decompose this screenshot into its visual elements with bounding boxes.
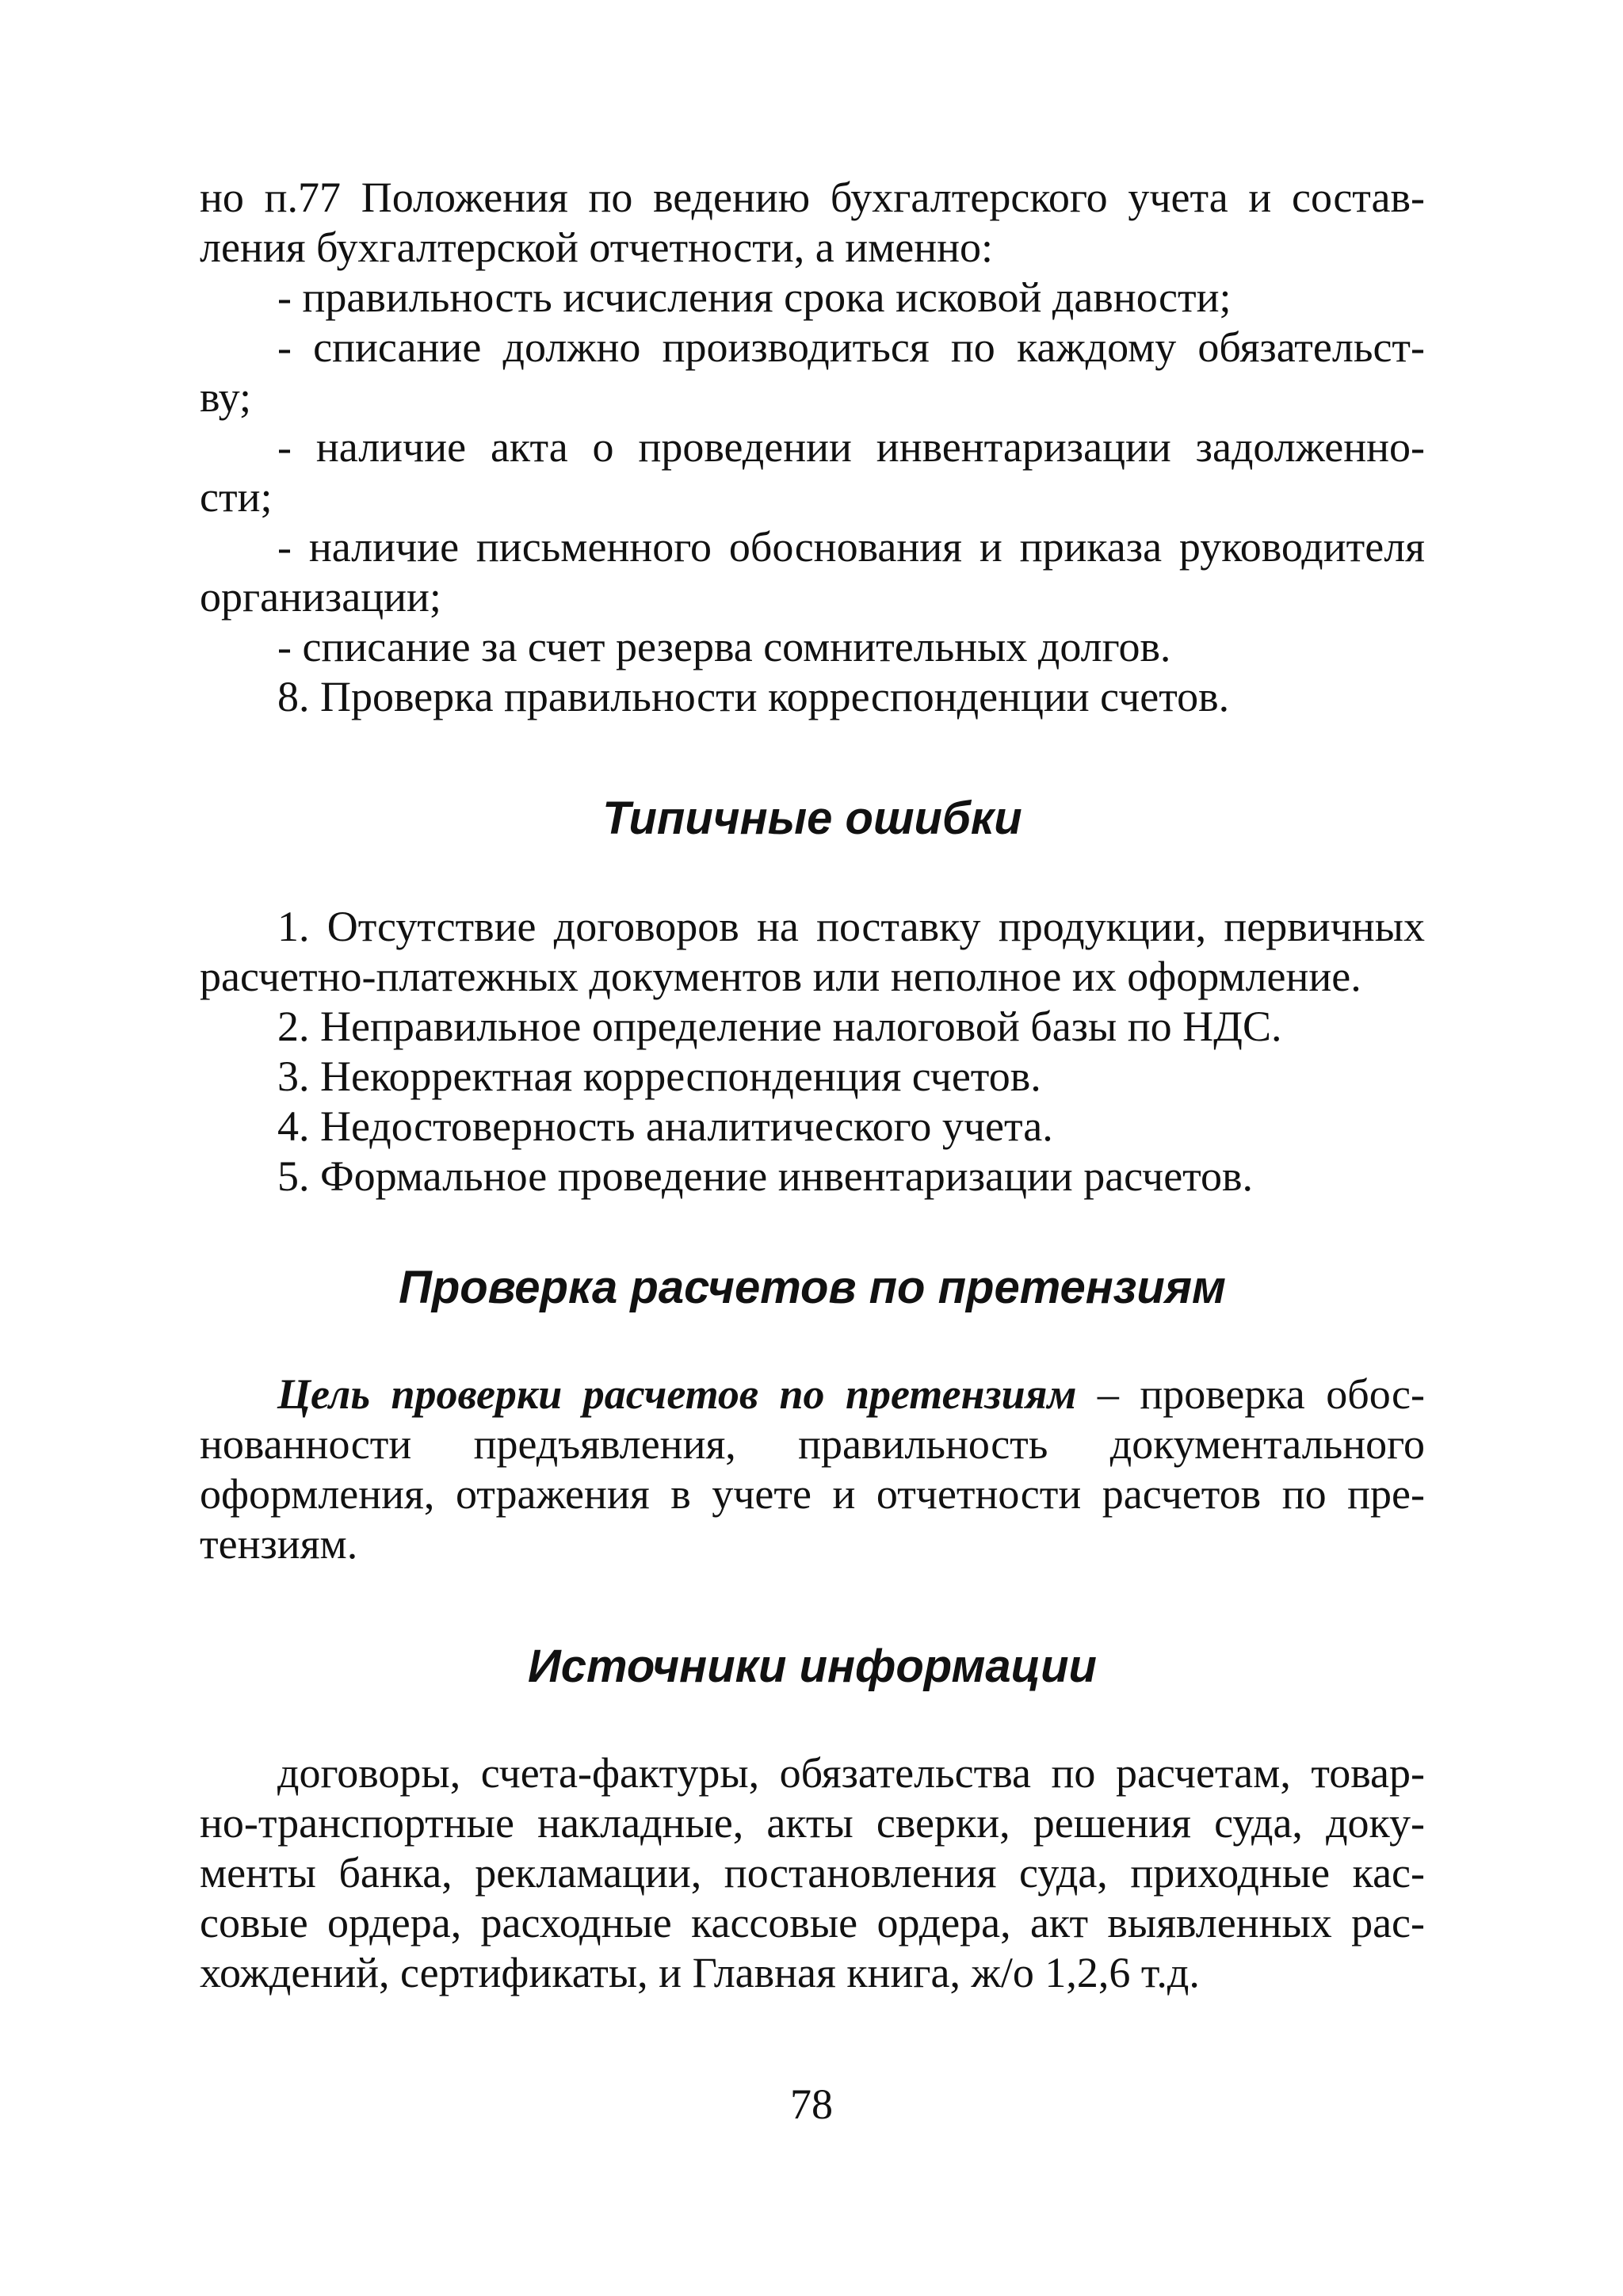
- list-item: - наличие акта о проведении инвентаризации задолженно-: [277, 423, 1425, 471]
- lead-term: Цель проверки расчетов по претензиям: [277, 1370, 1077, 1418]
- text-line: хождений, сертификаты, и Главная книга, ж/о 1,2,6 т.д.: [200, 1949, 1200, 1996]
- typical-errors-list: [200, 902, 1425, 1201]
- section-heading-sources: Источники информации: [528, 1641, 1097, 1692]
- text-line: оформления, отражения в учете и отчетности расчетов по пре-: [200, 1470, 1425, 1518]
- list-item: 3. Некорректная корреспонденция счетов.: [277, 1052, 1041, 1100]
- list-item: 1. Отсутствие договоров на поставку продукции, первичных: [277, 903, 1425, 950]
- claims-check-paragraph: [200, 1370, 1425, 1569]
- text-line: [200, 1370, 1425, 1419]
- list-item: - наличие письменного обоснования и приказа руководителя: [277, 523, 1425, 571]
- text-line: ву;: [200, 373, 251, 421]
- section-heading-claims-check: Проверка расчетов по претензиям: [399, 1262, 1226, 1313]
- text-line: совые ордера, расходные кассовые ордера, акт выявленных рас-: [200, 1899, 1425, 1946]
- text-line: договоры, счета-фактуры, обязательства по расчетам, товар-: [277, 1749, 1425, 1797]
- list-item: - списание за счет резерва сомнительных долгов.: [277, 623, 1171, 670]
- section-heading-typical-errors: Типичные ошибки: [602, 793, 1022, 844]
- text-line: но п.77 Положения по ведению бухгалтерского учета и состав-: [200, 174, 1425, 221]
- text-line: тензиям.: [200, 1520, 358, 1568]
- list-item: 2. Неправильное определение налоговой базы по НДС.: [277, 1003, 1282, 1050]
- list-item: 8. Проверка правильности корреспонденции счетов.: [277, 673, 1230, 720]
- text-line: нованности предъявления, правильность документального: [200, 1420, 1425, 1468]
- list-item: 5. Формальное проведение инвентаризации расчетов.: [277, 1152, 1254, 1200]
- list-item: 4. Недостоверность аналитического учета.: [277, 1102, 1053, 1150]
- list-item: - правильность исчисления срока исковой давности;: [277, 273, 1232, 321]
- text-line: менты банка, рекламации, постановления суда, приходные кас-: [200, 1849, 1425, 1897]
- page-number: 78: [790, 2080, 833, 2128]
- lead-rest: – проверка обос-: [1076, 1370, 1425, 1418]
- sources-paragraph: [200, 1748, 1425, 1998]
- text-line: ления бухгалтерской отчетности, а именно:: [200, 223, 994, 271]
- intro-paragraph: [200, 173, 1425, 722]
- text-line: сти;: [200, 473, 273, 521]
- text-line: организации;: [200, 573, 441, 621]
- list-item: - списание должно производиться по каждому обязательст-: [277, 323, 1425, 371]
- text-line: расчетно-платежных документов или неполное их оформление.: [200, 953, 1361, 1000]
- text-line: но-транспортные накладные, акты сверки, решения суда, доку-: [200, 1799, 1425, 1847]
